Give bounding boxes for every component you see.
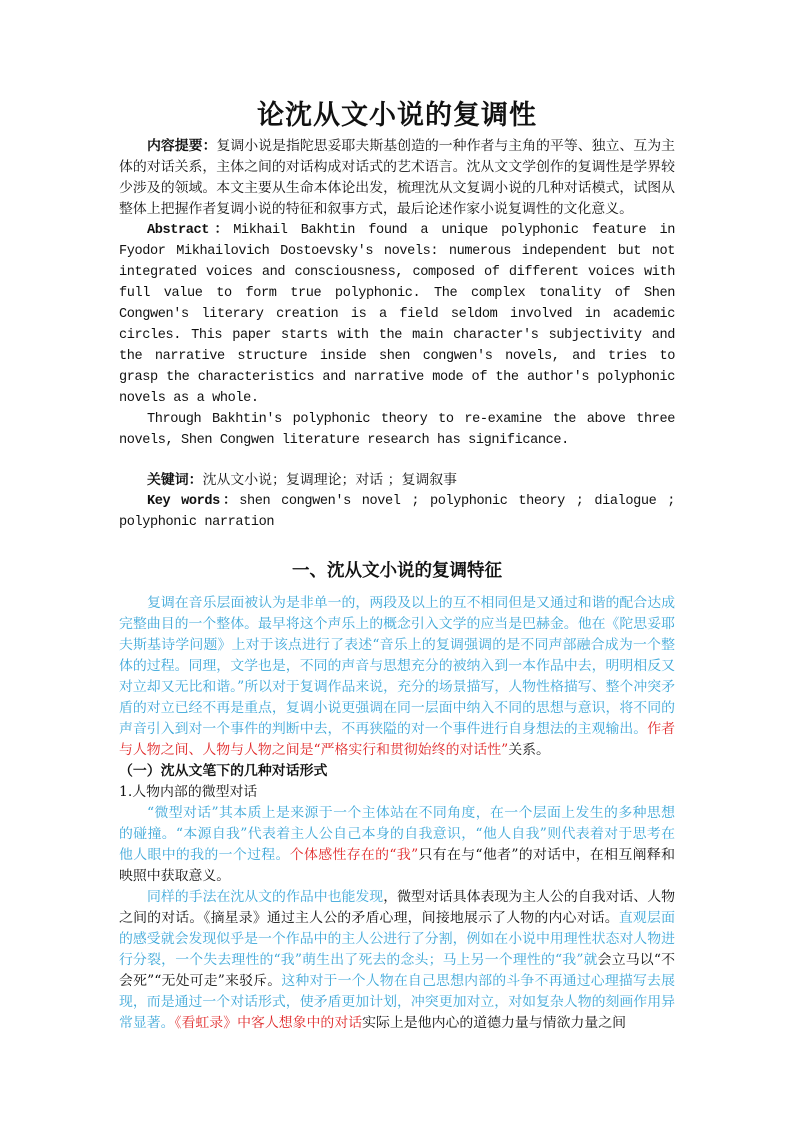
abstract-paragraph: [119, 136, 675, 220]
abstract-en-label: Abstract：: [147, 223, 234, 238]
text-plain: ，微型对话具体表现为主人公的自我对话、人物之间的对话。《摘星录》通过主人公的矛盾心理，间接地展示了人物的内心对话。: [119, 889, 675, 926]
keywords-label: 关键词：: [147, 472, 203, 488]
highlight-blue: 这种对于一个人物在自己思想内部的斗争不再通过心理描写去展现，而是通过一个对话形式，使矛盾更加计划，冲突更加对立，对如复杂人物的刻画作用异常显著。: [119, 973, 675, 1031]
highlight-blue: 同样的手法在沈从文的作品中也能发现: [147, 889, 384, 905]
keywords-en-label: Key words：: [147, 494, 240, 509]
keywords-en-text: shen congwen's novel ; polyphonic theory ; dialogue ; polyphonic narration: [119, 494, 676, 530]
document-body: [119, 98, 675, 1034]
abstract-en-paragraph-2: Through Bakhtin's polyphonic theory to re-examine the above three novels, Shen Congwen literature research has significance.: [119, 412, 675, 448]
text-plain: 会立马以“不会死”“无处可走”来驳斥。: [119, 952, 675, 989]
highlight-blue: 直观层面的感受就会发现似乎是一个作品中的主人公进行了分割，例如在小说中用理性状态对人物进行分裂，一个失去理性的“我”萌生出了死去的念头；马上另一个理性的“我”就: [119, 910, 675, 968]
abstract-en-paragraph: [119, 220, 675, 409]
section-heading: 一、沈从文小说的复调特征: [292, 561, 502, 581]
abstract-text: 复调小说是指陀思妥耶夫斯基创造的一种作者与主角的平等、独立、互为主体的对话关系，主体之间的对话构成对话式的艺术语言。沈从文文学创作的复调性是学界较少涉及的领域。本文主要从生命本体论出发，梳理沈从文复调小说的几种对话模式，试图从整体上把握作者复调小说的特征和叙事方式，最后论述作家小说复调性的文化意义。: [119, 138, 675, 217]
text-plain: 只有在与“他者”的对话中，在相互阐释和映照中获取意义。: [119, 847, 675, 884]
highlight-red: 个体感性存在的“我”: [289, 847, 419, 863]
page-title: 论沈从文小说的复调性: [257, 100, 537, 131]
body-paragraph-1: [119, 593, 675, 761]
keywords-en-paragraph: [119, 491, 675, 533]
keywords-text: 沈从文小说；复调理论；对话 ；复调叙事: [202, 472, 458, 488]
subsection-heading: （一）沈从文笔下的几种对话形式: [119, 763, 328, 779]
text-plain: 关系。: [508, 742, 550, 758]
abstract-en-text: Mikhail Bakhtin found a unique polyphonic feature in Fyodor Mikhailovich Dostoevsky's novels: numerous independent but not integrated voices and consciousness, composed of different voices with full value to form true polyphonic. The complex tonality of Shen Congwen's literary creation is a field seldom involved in academic circles. This paper starts with the main character's subjectivity and the narrative structure inside shen congwen's novels, and tries to grasp the characteristics and narrative mode of the author's polyphonic novels as a whole.: [119, 223, 675, 406]
highlight-blue: 复调在音乐层面被认为是非单一的，两段及以上的互不相同但是又通过和谐的配合达成完整曲目的一个整体。最早将这个声乐上的概念引入文学的应当是巴赫金。他在《陀思妥耶夫斯基诗学问题》上对于该点进行了表述“音乐上的复调强调的是不同声部融合成为一个整体的过程。同理，文学也是，不同的声音与思想充分的被纳入到一本作品中去，明明相反又对立却又无比和谐。”所以对于复调作品来说，充分的场景描写，人物性格描写、整个冲突矛盾的对立已经不再是重点，复调小说更强调在同一层面中纳入不同的思想与意识，将不同的声音引入到对一个事件的判断中去，不再狭隘的对一个事件进行自身想法的主观输出。: [119, 595, 675, 737]
highlight-blue: “微型对话”其本质上是来源于一个主体站在不同角度，在一个层面上发生的多种思想的碰撞。“本源自我”代表着主人公自己本身的自我意识，“他人自我”则代表着对于思考在他人眼中的我的一个过程。: [119, 805, 675, 863]
highlight-red: 作者与人物之间、人物与人物之间是“严格实行和贯彻始终的对话性”: [119, 721, 675, 758]
keywords-paragraph: [119, 470, 675, 491]
text-plain: 实际上是他内心的道德力量与情欲力量之间: [362, 1015, 627, 1031]
body-paragraph-2: [119, 803, 675, 887]
highlight-red: 《看虹录》中客人想象中的对话: [174, 1015, 363, 1031]
body-paragraph-3: [119, 887, 675, 1034]
subsubsection-heading: 1.人物内部的微型对话: [119, 784, 258, 800]
abstract-label: 内容提要：: [147, 138, 217, 154]
